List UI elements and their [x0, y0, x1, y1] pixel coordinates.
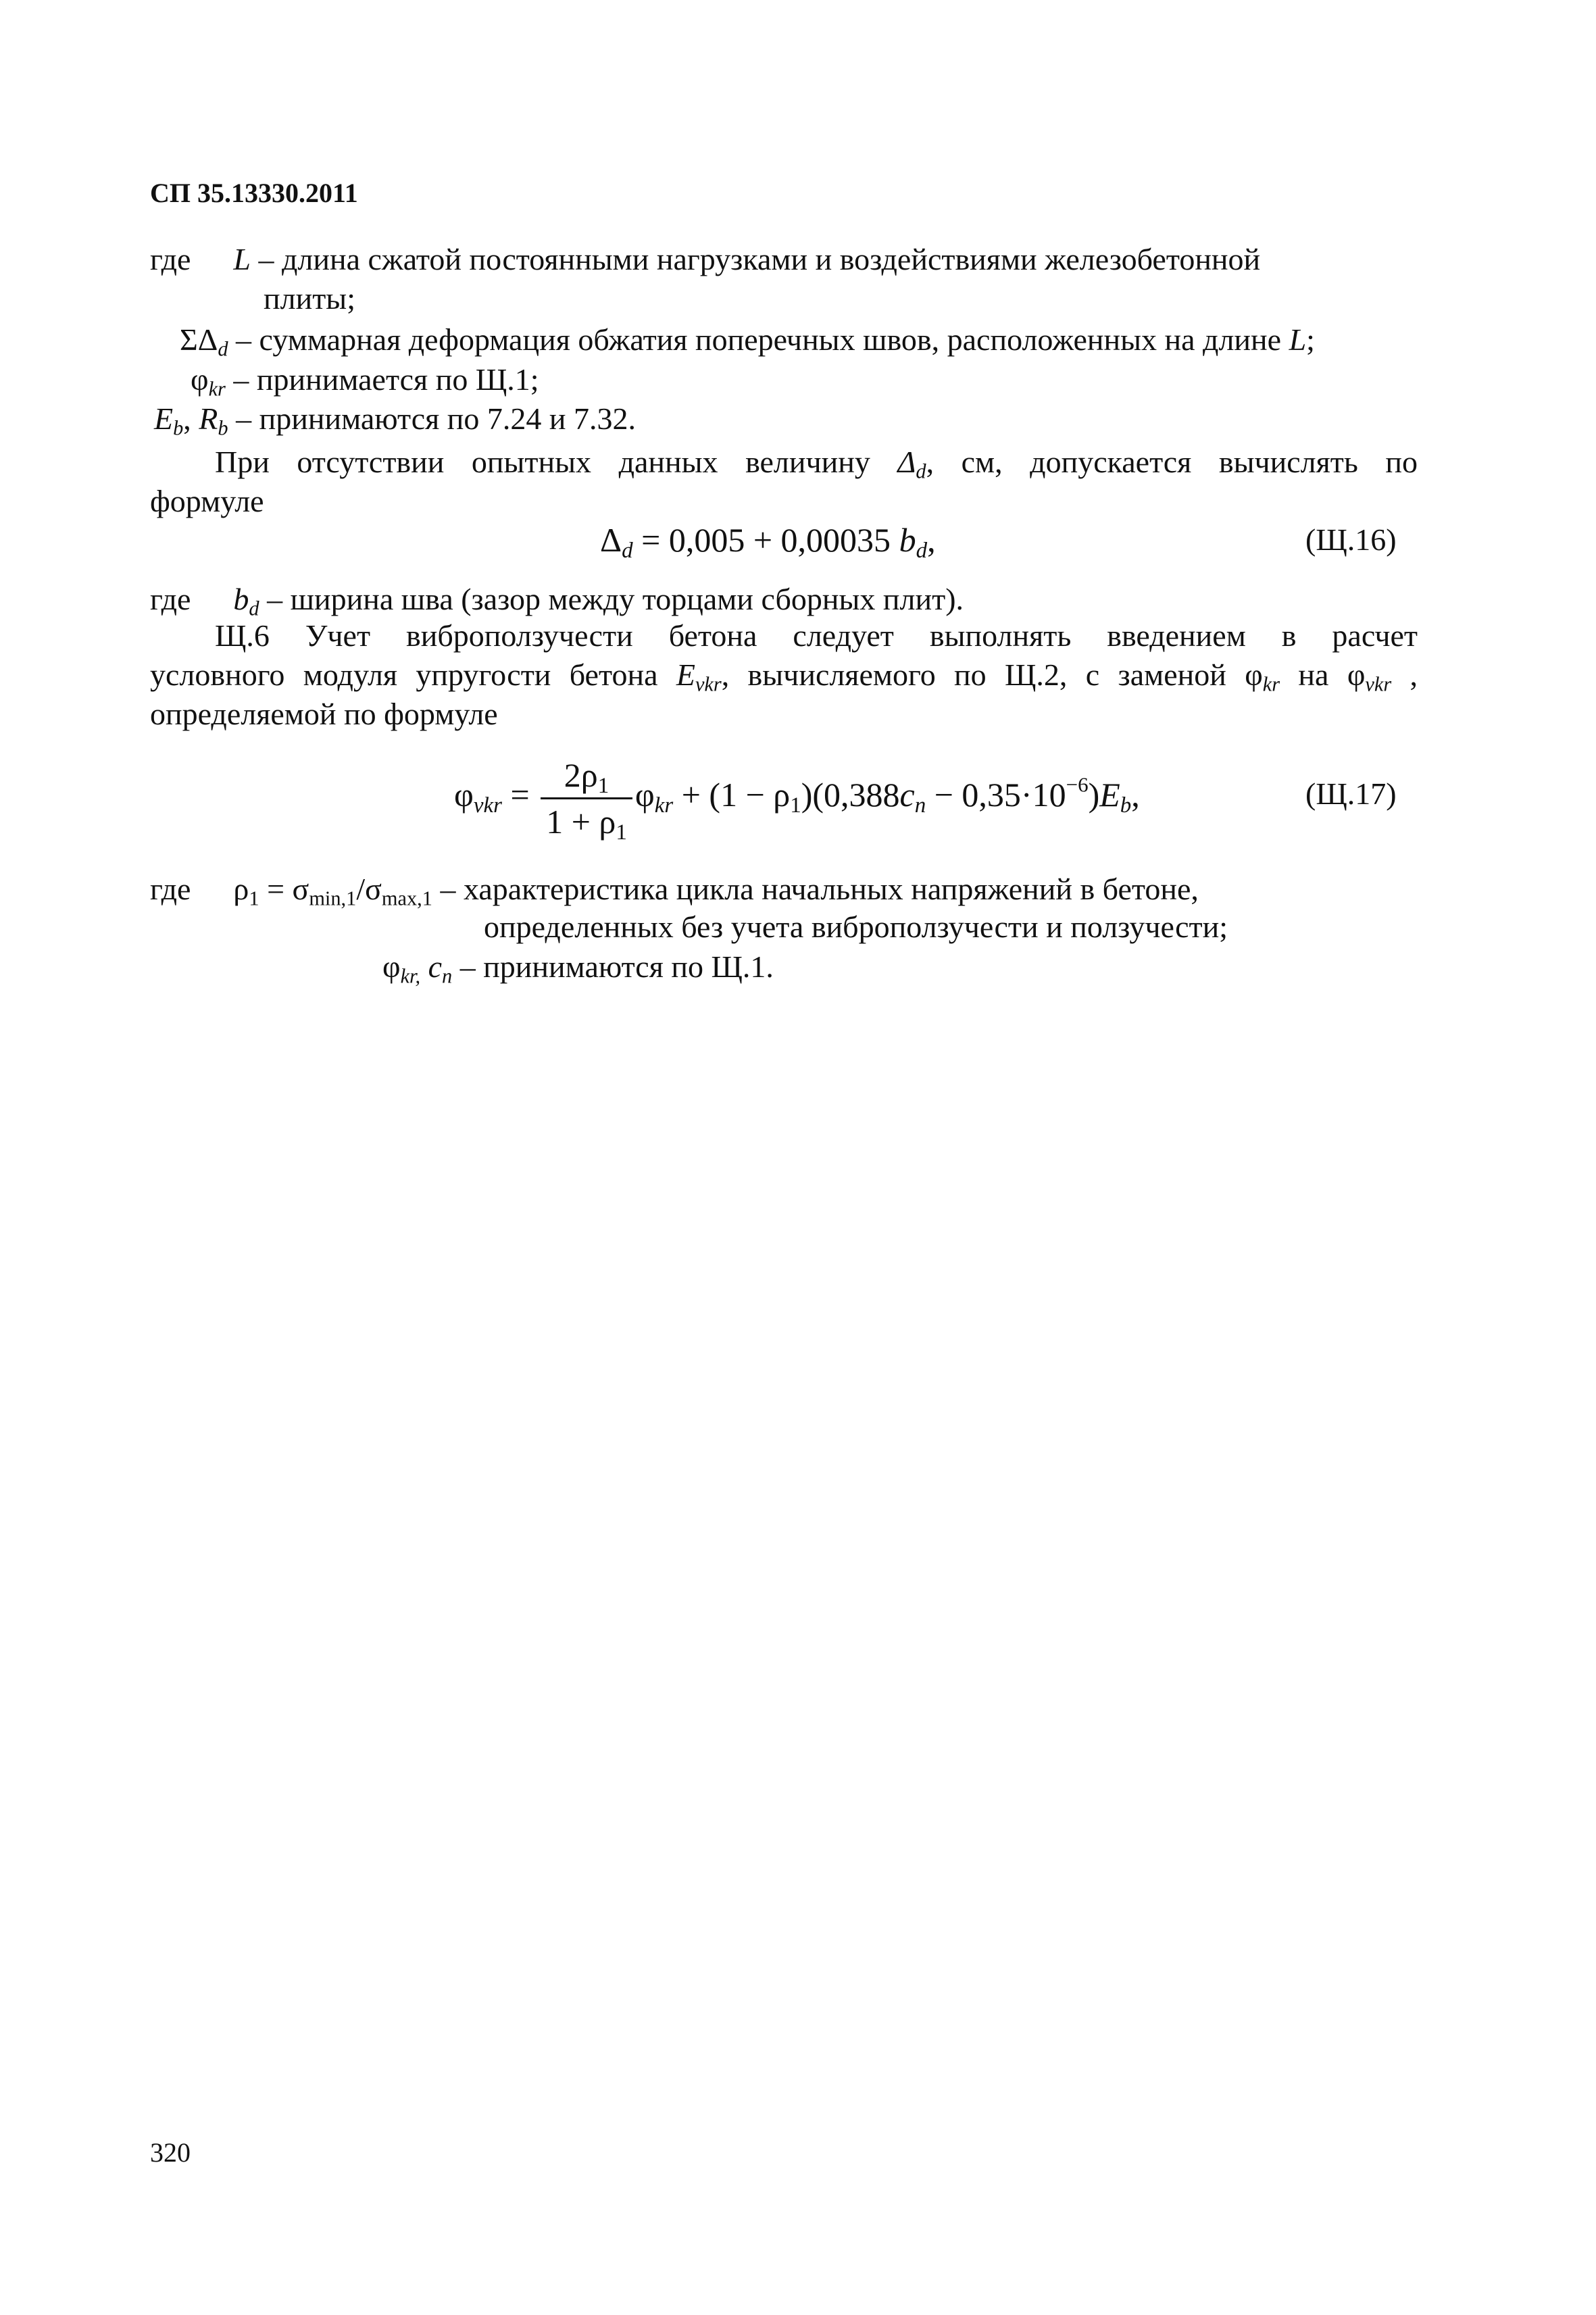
definition-eb-rb-text: – принимаются по 7.24 и 7.32.	[228, 401, 637, 436]
formula-16: $\Delta_d = 0,005 + 0,00035$ $b_d$,	[600, 521, 936, 564]
formula-16-number: (Щ.16)	[1305, 522, 1397, 557]
definition-rho-continuation: определенных без учета виброползучести и ползучести;	[484, 910, 1228, 944]
definition-rho-text: – характеристика цикла начальных напряжений в бетоне,	[432, 872, 1199, 906]
definition-bd-text: – ширина шва (зазор между торцами сборных плит).	[259, 582, 964, 616]
formula-17: $\varphi_{vkr}$ = $\frac{2\rho_1}{1 + \rho_1}$ $\varphi_{kr} + (1 - \rho_1)(0,388c_n - 0,35\cdot 10^{-6})E_b$,	[454, 756, 1140, 845]
definition-rho: где $\rho_1 = \sigma_{min,1}/\sigma_{max,1}$ – характеристика цикла начальных напряжений в бетоне,	[150, 872, 1199, 910]
page-number: 320	[150, 2137, 191, 2168]
definition-eb-rb: $E_b$, $R_b$ – принимаются по 7.24 и 7.32.	[154, 401, 637, 440]
paragraph-absence-data-line2: формуле	[150, 484, 264, 518]
paragraph-absence-data: При отсутствии опытных данных величину $\Delta_d$, см, допускается вычислять по	[215, 445, 1418, 483]
where-label: где	[150, 872, 191, 906]
definition-phi-kr	[191, 360, 539, 399]
formula-17-fraction: $\frac{2\rho_1}{1 + \rho_1}$	[541, 755, 632, 841]
paragraph-vibrocreep-line2: условного модуля упругости бетона $E_{vkr}$, вычисляемого по Щ.2, с заменой $\varphi_{kr}$ на $\varphi_{vkr}$ ,	[150, 657, 1418, 696]
symbol-L: L	[233, 242, 251, 276]
symbol-sum-delta: $\Sigma\Delta_d$	[180, 322, 228, 361]
where-label: где	[150, 242, 191, 276]
definition-L	[150, 240, 1260, 279]
symbol-phi-kr: $\varphi_{kr}$	[191, 362, 226, 401]
definition-phi-cn-text: – принимаются по Щ.1.	[452, 949, 774, 984]
definition-bd: где $b_d$ – ширина шва (зазор между торцами сборных плит).	[150, 582, 964, 620]
definition-L-continuation: плиты;	[264, 281, 355, 316]
definition-phi-kr-text: – принимается по Щ.1;	[225, 362, 539, 397]
paragraph-vibrocreep: Щ.6 Учет виброползучести бетона следует выполнять введением в расчет	[215, 618, 1418, 653]
formula-17-number: (Щ.17)	[1305, 776, 1397, 811]
definition-phi-cn: $\varphi_{kr,}$ $c_n$ – принимаются по Щ.1.	[382, 949, 774, 988]
definition-sum-delta-text: – суммарная деформация обжатия поперечных швов, расположенных на длине	[228, 322, 1289, 357]
definition-sum-delta: $\Sigma\Delta_d$ – суммарная деформация обжатия поперечных швов, расположенных на длине L;	[180, 322, 1315, 361]
where-label: где	[150, 582, 191, 616]
document-header: СП 35.13330.2011	[150, 178, 358, 208]
definition-L-text: – длина сжатой постоянными нагрузками и воздействиями железобетонной	[251, 242, 1261, 276]
paragraph-vibrocreep-line3: определяемой по формуле	[150, 697, 498, 731]
